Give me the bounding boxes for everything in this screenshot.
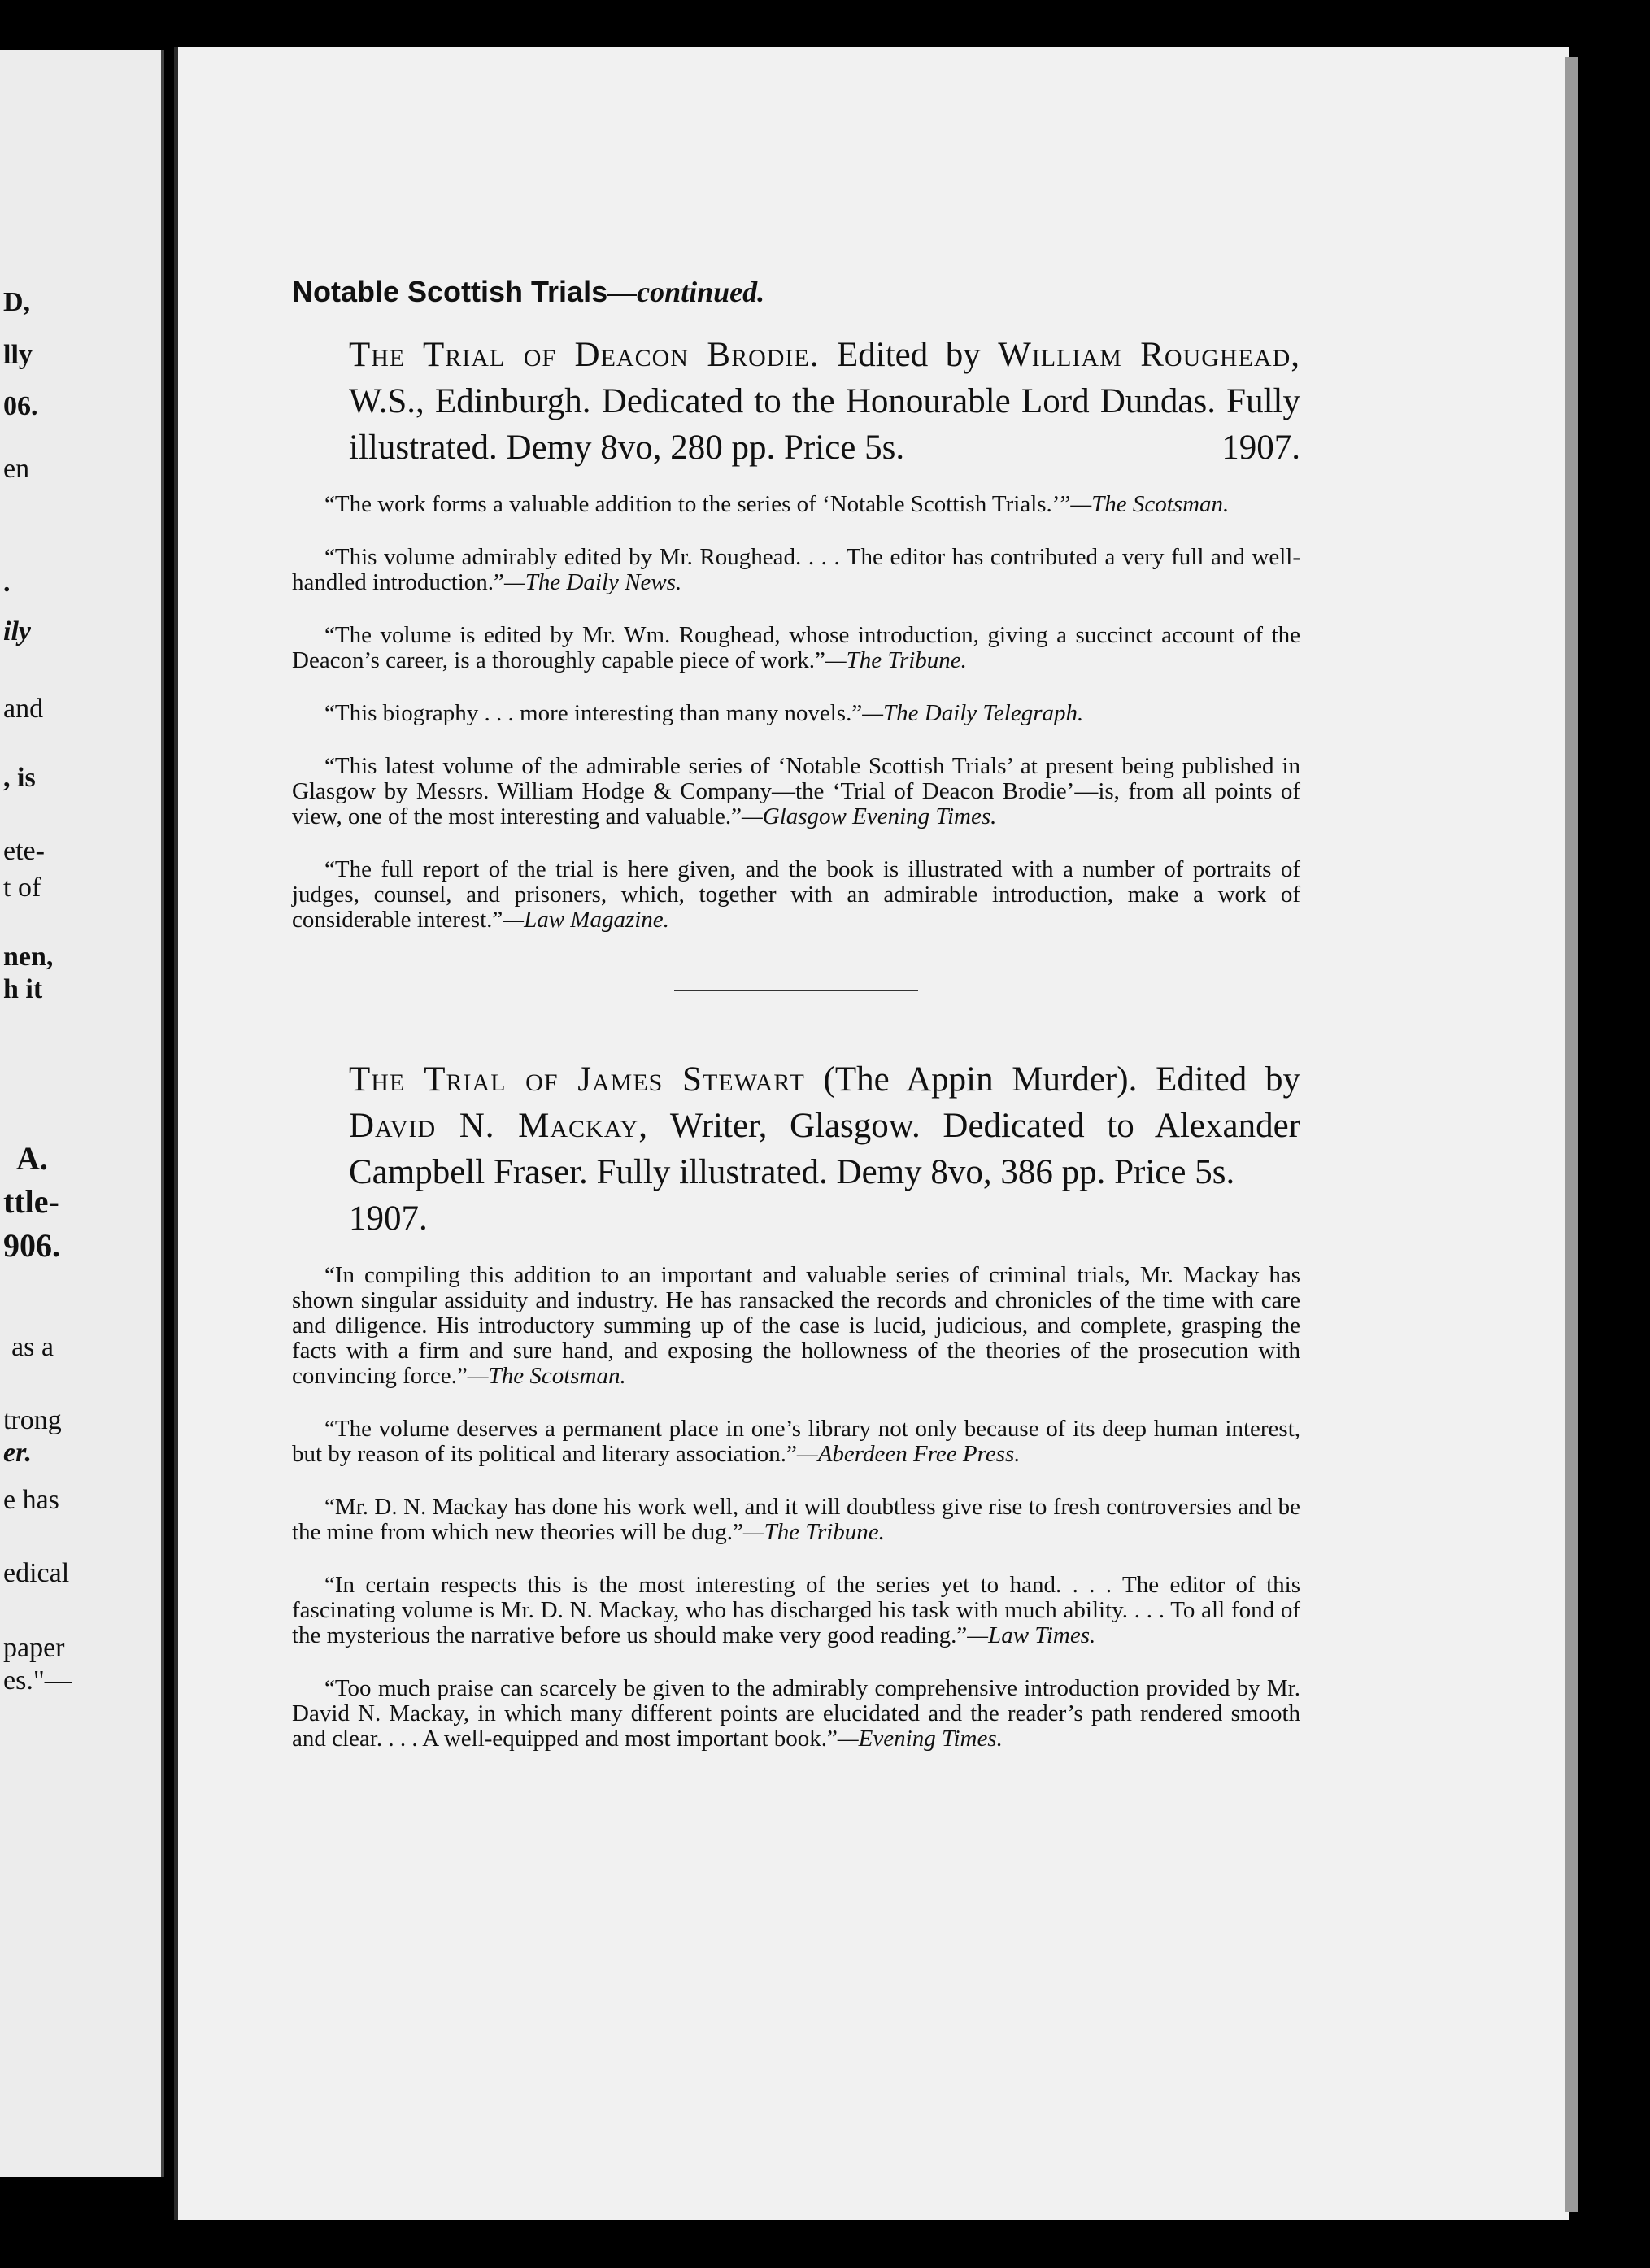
- book-title: The Trial of Deacon Brodie.: [349, 336, 820, 374]
- left-page-text-fragment: 06.: [3, 391, 38, 421]
- review-quote: [292, 857, 1300, 933]
- series-continued: —continued.: [607, 276, 765, 308]
- review-source: —Law Magazine.: [503, 907, 669, 933]
- left-page-text-fragment: ttle-: [3, 1183, 59, 1220]
- book-page: [174, 47, 1569, 2220]
- review-text: “In compiling this addition to an important and valuable series of criminal trials, Mr. Mackay has shown singular assiduity and industry. He has ransacked the records and chronicles of the time with care and diligence. His introductory summing up of the case is lucid, judicious, and complete, grasping the facts with a firm and sure hand, and exposing the hollowness of the theories of the prosecution with convincing force.”: [292, 1262, 1300, 1389]
- review-source: —Aberdeen Free Press.: [796, 1441, 1021, 1467]
- book-details: W.S., Edinburgh. Dedicated to the Honourable Lord Dundas. Fully illustrated. Demy 8vo, 280 pp. Price 5s.: [349, 382, 1300, 467]
- edited-by: Edited by: [836, 336, 981, 374]
- review-quote: [292, 1495, 1300, 1545]
- page-content: [292, 275, 1300, 1779]
- review-source: —The Tribune.: [825, 647, 967, 673]
- review-text: “This biography . . . more interesting than many novels.”: [324, 700, 863, 726]
- series-heading: [292, 275, 1300, 309]
- left-page-text-fragment: trong: [3, 1405, 62, 1435]
- review-source: —The Scotsman.: [467, 1363, 626, 1389]
- left-page-text-fragment: nen,: [3, 942, 54, 972]
- left-page-text-fragment: h it: [3, 974, 43, 1004]
- page-edge: [1565, 57, 1578, 2212]
- review-quote: [292, 754, 1300, 829]
- editor-name: David N. Mackay,: [349, 1107, 649, 1145]
- left-page-text-fragment: paper: [3, 1633, 65, 1663]
- left-page-text-fragment: 906.: [3, 1227, 60, 1264]
- book-entry-brodie: [292, 332, 1300, 471]
- left-page-text-fragment: e has: [3, 1485, 59, 1515]
- book-details: Writer, Glasgow. Dedicated to Alexander Campbell Fraser. Fully illustrated. Demy 8vo, 386 pp. Price 5s.: [349, 1107, 1301, 1191]
- review-source: —Evening Times.: [837, 1726, 1003, 1752]
- review-quote: [292, 492, 1300, 517]
- left-page-text-fragment: er.: [3, 1438, 32, 1468]
- left-page-text-fragment: edical: [3, 1558, 70, 1588]
- left-page-text-fragment: es."—: [3, 1665, 72, 1696]
- review-source: —Law Times.: [967, 1622, 1096, 1648]
- review-text: “The work forms a valuable addition to the series of ‘Notable Scottish Trials.’”: [324, 491, 1071, 517]
- left-page-text-fragment: , is: [3, 763, 36, 793]
- review-source: —The Daily Telegraph.: [862, 700, 1084, 726]
- publication-year: 1907.: [1221, 429, 1300, 467]
- left-page-text-fragment: and: [3, 694, 44, 724]
- review-quote: [292, 1263, 1300, 1389]
- series-title: Notable Scottish Trials: [292, 275, 608, 308]
- review-quote: [292, 701, 1300, 726]
- review-quote: [292, 1573, 1300, 1648]
- left-page-text-fragment: ily: [3, 616, 31, 646]
- review-source: —The Daily News.: [503, 569, 682, 595]
- review-text: “In certain respects this is the most interesting of the series yet to hand. . . . The editor of this fascinating volume is Mr. D. N. Mackay, who has discharged his task with much ability. . . . To all fond of the mysterious the narrative before us should make very good reading.”: [292, 1572, 1300, 1648]
- review-text: “The volume deserves a permanent place in one’s library not only because of its deep human interest, but by reason of its political and literary association.”: [292, 1416, 1300, 1467]
- review-list-brodie: [292, 492, 1300, 933]
- editor-name: William Roughead,: [998, 336, 1300, 374]
- section-divider: [674, 990, 918, 991]
- review-text: “Mr. D. N. Mackay has done his work well, and it will doubtless give rise to fresh controversies and be the mine from which new theories will be dug.”: [292, 1494, 1300, 1545]
- review-text: “The full report of the trial is here given, and the book is illustrated with a number of portraits of judges, counsel, and prisoners, which, together with an admirable introduction, make a work of considerable interest.”: [292, 856, 1300, 933]
- book-title: The Trial of James Stewart: [349, 1060, 805, 1099]
- review-quote: [292, 1417, 1300, 1467]
- review-source: —The Scotsman.: [1070, 491, 1230, 517]
- left-page-text-fragment: A.: [16, 1140, 48, 1177]
- edited-by: Edited by: [1156, 1060, 1301, 1099]
- left-page-text-fragment: ete-: [3, 836, 45, 866]
- review-list-stewart: [292, 1263, 1300, 1752]
- publication-year: 1907.: [349, 1199, 428, 1238]
- left-page-text-fragment: t of: [3, 873, 41, 903]
- left-page-text-fragment: lly: [3, 340, 33, 370]
- review-source: —Glasgow Evening Times.: [741, 803, 997, 829]
- review-source: —The Tribune.: [742, 1519, 885, 1545]
- left-page-text-fragment: en: [3, 454, 30, 484]
- review-text: “This latest volume of the admirable series of ‘Notable Scottish Trials’ at present being published in Glasgow by Messrs. William Hodge & Company—the ‘Trial of Deacon Brodie’—is, from all points of view, one of the most interesting and valuable.”: [292, 753, 1300, 829]
- review-quote: [292, 623, 1300, 673]
- left-page-text-fragment: D,: [3, 287, 31, 317]
- previous-page-fragment: [0, 50, 164, 2177]
- left-page-text-fragment: .: [3, 568, 11, 598]
- review-quote: [292, 545, 1300, 595]
- book-subtitle: (The Appin Murder).: [823, 1060, 1138, 1099]
- review-text: “This volume admirably edited by Mr. Roughead. . . . The editor has contributed a very full and well-handled introduction.”: [292, 544, 1300, 595]
- book-entry-stewart: [292, 1056, 1300, 1242]
- review-text: “Too much praise can scarcely be given to the admirably comprehensive introduction provided by Mr. David N. Mackay, in which many different points are elucidated and the reader’s path rendered smooth and clear. . . . A well-equipped and most important book.”: [292, 1675, 1300, 1752]
- review-quote: [292, 1676, 1300, 1752]
- review-text: “The volume is edited by Mr. Wm. Roughead, whose introduction, giving a succinct account of the Deacon’s career, is a thoroughly capable piece of work.”: [292, 622, 1300, 673]
- left-page-text-fragment: as a: [11, 1332, 54, 1362]
